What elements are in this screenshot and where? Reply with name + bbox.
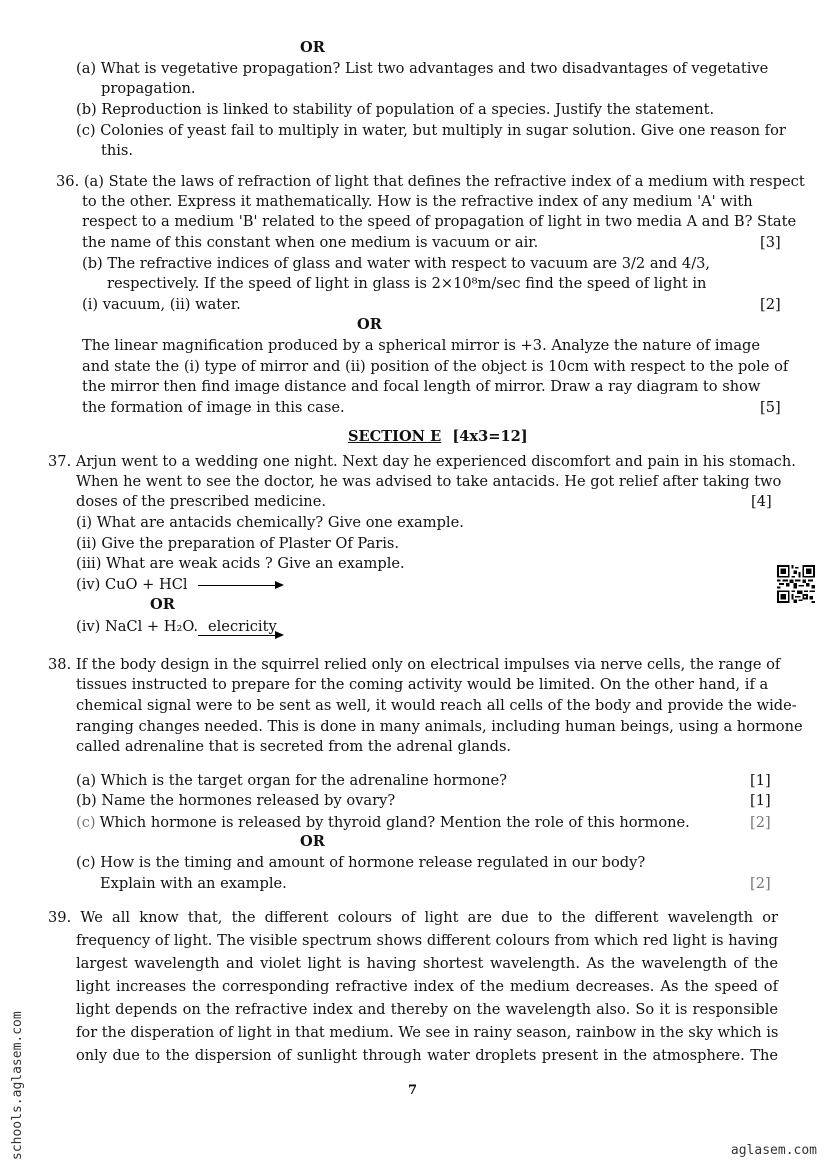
question-text: The linear magnification produced by a spherical mirror is +3. Analyze the nature of image: [82, 337, 761, 354]
reaction-arrow-icon: [198, 635, 282, 636]
reaction-arrow-icon: [198, 585, 282, 586]
question-text: (i) What are antacids chemically? Give one example.: [76, 514, 464, 531]
question-text: ranging changes needed. This is done in many animals, including human beings, using a hormone: [76, 718, 803, 735]
question-text: (iv) NaCl + H₂O.: [76, 618, 199, 635]
question-36-text: 36. (a) State the laws of refraction of light that defines the refractive index of a medium with respect: [56, 173, 805, 190]
qr-code-icon: [777, 565, 815, 603]
question-text: (iii) What are weak acids ? Give an example.: [76, 555, 405, 572]
section-heading: [348, 427, 528, 447]
question-text: (a) What is vegetative propagation? List two advantages and two disadvantages of vegetative: [76, 60, 769, 77]
or-heading: OR: [300, 39, 325, 56]
marks-label: [3]: [760, 234, 781, 251]
question-text: respectively. If the speed of light in glass is 2×10⁸m/sec find the speed of light in: [107, 275, 707, 292]
question-text: propagation.: [101, 80, 196, 97]
question-38-text: 38. If the body design in the squirrel relied only on electrical impulses via nerve cells, the range of: [48, 656, 781, 673]
question-text: to the other. Express it mathematically. How is the refractive index of any medium 'A' with: [82, 193, 753, 210]
question-text: largest wavelength and violet light is having shortest wavelength. As the wavelength of the: [76, 955, 778, 972]
question-text: (b) Reproduction is linked to stability of population of a species. Justify the statement.: [76, 101, 715, 118]
marks-label: [4]: [751, 493, 772, 510]
arrow-label: elecricity: [208, 618, 277, 635]
side-watermark: schools.aglasem.com: [10, 1011, 25, 1160]
question-text: (c) How is the timing and amount of hormone release regulated in our body?: [76, 854, 646, 871]
question-text: respect to a medium 'B' related to the speed of propagation of light in two media A and B? State: [82, 213, 797, 230]
marks-label: [1]: [750, 772, 771, 789]
question-text: frequency of light. The visible spectrum shows different colours from which red light is having: [76, 932, 778, 949]
question-text: doses of the prescribed medicine.: [76, 493, 326, 510]
question-text: (i) vacuum, (ii) water.: [82, 296, 241, 313]
question-37-text: 37. Arjun went to a wedding one night. Next day he experienced discomfort and pain in his stomach.: [48, 453, 796, 470]
question-text: this.: [101, 142, 134, 159]
question-39-text: 39. We all know that, the different colours of light are due to the different wavelength or: [48, 909, 778, 926]
page-number: 7: [408, 1083, 418, 1098]
question-text: the formation of image in this case.: [82, 399, 345, 416]
question-text: for the disperation of light in that medium. We see in rainy season, rainbow in the sky which is: [76, 1024, 779, 1041]
question-c-text: Which hormone is released by thyroid gland? Mention the role of this hormone.: [99, 814, 690, 831]
marks-label: [2]: [760, 296, 781, 313]
question-text: the name of this constant when one medium is vacuum or air.: [82, 234, 539, 251]
question-text: light depends on the refractive index and thereby on the wavelength also. So it is responsible: [76, 1001, 778, 1018]
question-text: (b) The refractive indices of glass and water with respect to vacuum are 3/2 and 4/3,: [82, 255, 711, 272]
question-text: (c) Colonies of yeast fail to multiply in water, but multiply in sugar solution. Give one reason for: [76, 122, 786, 139]
question-text: (a) Which is the target organ for the adrenaline hormone?: [76, 772, 507, 789]
or-heading: OR: [357, 316, 382, 333]
or-heading: OR: [300, 833, 325, 850]
question-text: only due to the dispersion of sunlight through water droplets present in the atmosphere. The: [76, 1047, 778, 1064]
marks-label: [5]: [760, 399, 781, 416]
question-text: the mirror then find image distance and focal length of mirror. Draw a ray diagram to show: [82, 378, 761, 395]
question-text: (b) Name the hormones released by ovary?: [76, 792, 396, 809]
footer-watermark: aglasem.com: [730, 1143, 817, 1158]
question-text: and state the (i) type of mirror and (ii) position of the object is 10cm with respect to the pole of: [82, 358, 789, 375]
section-title: SECTION E: [348, 428, 442, 445]
question-text: When he went to see the doctor, he was advised to take antacids. He got relief after taking two: [76, 473, 782, 490]
question-text: (c) Which hormone is released by thyroid gland? Mention the role of this hormone.: [76, 814, 690, 831]
section-marks: [4x3=12]: [452, 428, 528, 445]
marks-label: [2]: [750, 814, 771, 831]
question-text: Explain with an example.: [100, 875, 287, 892]
question-text: tissues instructed to prepare for the coming activity would be limited. On the other hand, if a: [76, 676, 769, 693]
question-text: chemical signal were to be sent as well, it would reach all cells of the body and provide the wide-: [76, 697, 797, 714]
marks-label: [1]: [750, 792, 771, 809]
question-text: (ii) Give the preparation of Plaster Of Paris.: [76, 535, 400, 552]
question-text: called adrenaline that is secreted from the adrenal glands.: [76, 738, 512, 755]
or-heading: OR: [150, 596, 175, 613]
question-text: (iv) CuO + HCl: [76, 576, 188, 593]
question-text: light increases the corresponding refractive index of the medium decreases. As the speed of: [76, 978, 778, 995]
marks-label: [2]: [750, 875, 771, 892]
